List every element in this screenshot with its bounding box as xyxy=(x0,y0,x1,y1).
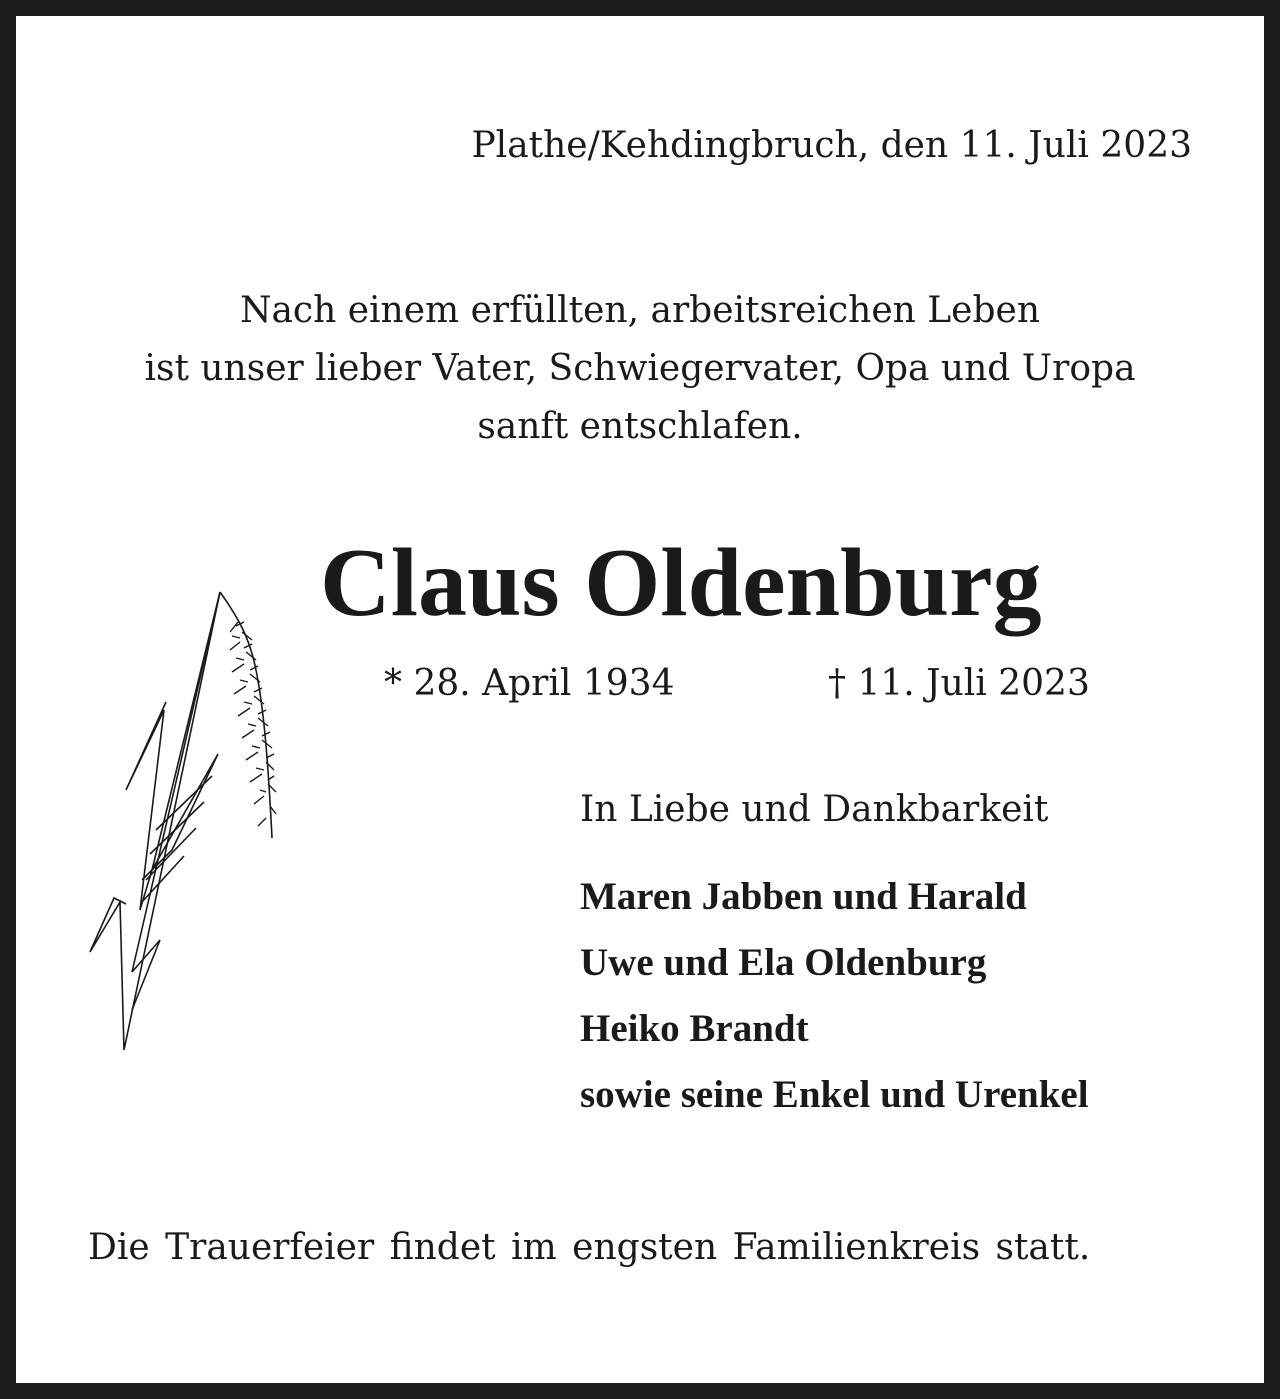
family-member: sowie seine Enkel und Urenkel xyxy=(580,1073,1089,1116)
closing-note: Die Trauerfeier findet im engsten Familienkreis statt. xyxy=(88,1227,1091,1268)
intro-line: Nach einem erfüllten, arbeitsreichen Leben xyxy=(239,290,1041,331)
intro-line: ist unser lieber Vater, Schwiegervater, Opa und Uropa xyxy=(144,348,1136,389)
dedication: In Liebe und Dankbarkeit xyxy=(580,789,1049,830)
deceased-name: Claus Oldenburg xyxy=(320,529,1042,637)
birth-date: * 28. April 1934 xyxy=(384,663,675,704)
family-member: Maren Jabben und Harald xyxy=(580,875,1027,918)
intro-text xyxy=(0,282,1280,456)
intro-line: sanft entschlafen. xyxy=(477,406,803,447)
death-date: † 11. Juli 2023 xyxy=(828,663,1090,704)
family-member: Uwe und Ela Oldenburg xyxy=(580,941,987,984)
grass-stalk-icon xyxy=(80,580,300,1080)
family-list xyxy=(580,864,1089,1128)
place-date: Plathe/Kehdingbruch, den 11. Juli 2023 xyxy=(471,125,1192,166)
family-member: Heiko Brandt xyxy=(580,1007,809,1050)
